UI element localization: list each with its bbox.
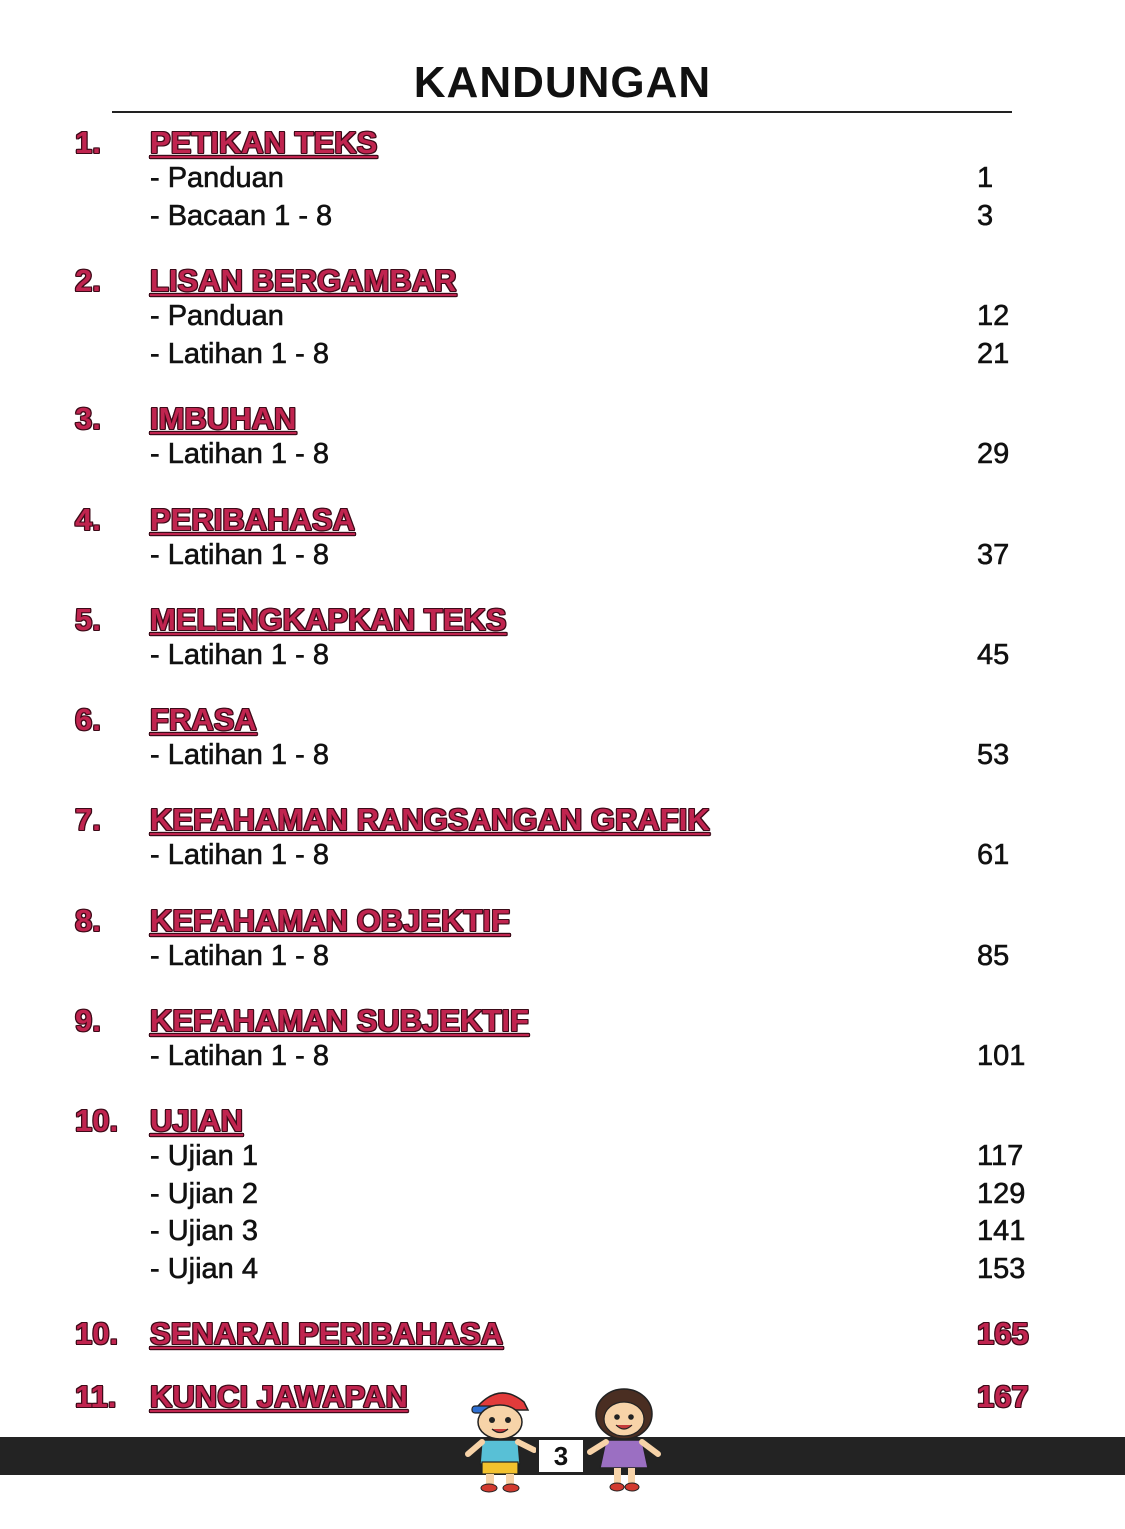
toc-entry[interactable] bbox=[0, 300, 1125, 336]
section-number: 7. bbox=[75, 802, 101, 837]
section-title-link[interactable]: KEFAHAMAN SUBJEKTIF bbox=[150, 1003, 529, 1038]
toc-entry[interactable] bbox=[0, 1215, 1125, 1251]
entry-page-number: 1 bbox=[977, 162, 994, 194]
section-heading bbox=[0, 401, 1125, 441]
section-number: 6. bbox=[75, 702, 101, 737]
section-title-link[interactable]: PERIBAHASA bbox=[150, 502, 355, 537]
section-number: 11. bbox=[75, 1379, 117, 1414]
section-heading bbox=[0, 1316, 1125, 1356]
section-title-link[interactable]: LISAN BERGAMBAR bbox=[150, 263, 457, 298]
section-number: 10. bbox=[75, 1316, 119, 1351]
entry-page-number: 153 bbox=[977, 1253, 1026, 1285]
section-heading bbox=[0, 1003, 1125, 1043]
page-number: 3 bbox=[536, 1437, 586, 1475]
section-heading bbox=[0, 602, 1125, 642]
entry-label: - Panduan bbox=[150, 162, 284, 194]
entry-page-number: 61 bbox=[977, 839, 1010, 871]
entry-page-number: 12 bbox=[977, 300, 1010, 332]
section-heading bbox=[0, 1103, 1125, 1143]
section-heading bbox=[0, 903, 1125, 943]
toc-entry[interactable] bbox=[0, 162, 1125, 198]
toc-entry[interactable] bbox=[0, 338, 1125, 374]
toc-entry[interactable] bbox=[0, 940, 1125, 976]
toc-entry[interactable] bbox=[0, 639, 1125, 675]
section-heading bbox=[0, 125, 1125, 165]
entry-page-number: 85 bbox=[977, 940, 1010, 972]
entry-label: - Latihan 1 - 8 bbox=[150, 839, 329, 871]
section-number: 3. bbox=[75, 401, 101, 436]
cartoon-boy-icon bbox=[464, 1384, 536, 1494]
section-number: 2. bbox=[75, 263, 101, 298]
cartoon-girl-icon bbox=[586, 1384, 662, 1494]
toc-entry[interactable] bbox=[0, 438, 1125, 474]
section-heading bbox=[0, 263, 1125, 303]
page-title: KANDUNGAN bbox=[413, 58, 712, 107]
entry-label: - Latihan 1 - 8 bbox=[150, 639, 329, 671]
entry-page-number: 53 bbox=[977, 739, 1010, 771]
entry-label: - Latihan 1 - 8 bbox=[150, 438, 329, 470]
entry-label: - Latihan 1 - 8 bbox=[150, 940, 329, 972]
entry-page-number: 37 bbox=[977, 539, 1010, 571]
entry-page-number: 101 bbox=[977, 1040, 1026, 1072]
section-heading bbox=[0, 802, 1125, 842]
toc-entry[interactable] bbox=[0, 1140, 1125, 1176]
section-title-link[interactable]: FRASA bbox=[150, 702, 257, 737]
entry-label: - Ujian 4 bbox=[150, 1253, 258, 1285]
section-number: 9. bbox=[75, 1003, 101, 1038]
toc-entry[interactable] bbox=[0, 739, 1125, 775]
section-number: 5. bbox=[75, 602, 101, 637]
entry-label: - Latihan 1 - 8 bbox=[150, 539, 329, 571]
section-title-link[interactable]: UJIAN bbox=[150, 1103, 244, 1138]
entry-page-number: 21 bbox=[977, 338, 1010, 370]
section-title-link[interactable]: KUNCI JAWAPAN bbox=[150, 1379, 408, 1414]
toc-entry[interactable] bbox=[0, 839, 1125, 875]
section-title-link[interactable]: IMBUHAN bbox=[150, 401, 297, 436]
section-heading bbox=[0, 502, 1125, 542]
entry-label: - Ujian 1 bbox=[150, 1140, 258, 1172]
entry-page-number: 129 bbox=[977, 1178, 1026, 1210]
section-number: 10. bbox=[75, 1103, 119, 1138]
toc-entry[interactable] bbox=[0, 1253, 1125, 1289]
section-title-link[interactable]: KEFAHAMAN OBJEKTIF bbox=[150, 903, 510, 938]
section-page-number: 165 bbox=[977, 1316, 1029, 1351]
section-title-link[interactable]: PETIKAN TEKS bbox=[150, 125, 378, 160]
entry-page-number: 117 bbox=[977, 1140, 1024, 1172]
entry-page-number: 29 bbox=[977, 438, 1010, 470]
section-heading bbox=[0, 702, 1125, 742]
toc-entry[interactable] bbox=[0, 200, 1125, 236]
section-number: 4. bbox=[75, 502, 101, 537]
section-heading bbox=[0, 1379, 1125, 1419]
entry-page-number: 3 bbox=[977, 200, 994, 232]
entry-label: - Ujian 2 bbox=[150, 1178, 258, 1210]
section-page-number: 167 bbox=[977, 1379, 1029, 1414]
entry-label: - Latihan 1 - 8 bbox=[150, 1040, 329, 1072]
entry-page-number: 45 bbox=[977, 639, 1010, 671]
entry-label: - Latihan 1 - 8 bbox=[150, 739, 329, 771]
entry-label: - Ujian 3 bbox=[150, 1215, 258, 1247]
section-number: 8. bbox=[75, 903, 101, 938]
toc-entry[interactable] bbox=[0, 539, 1125, 575]
section-title-link[interactable]: KEFAHAMAN RANGSANGAN GRAFIK bbox=[150, 802, 710, 837]
entry-page-number: 141 bbox=[977, 1215, 1026, 1247]
toc-entry[interactable] bbox=[0, 1040, 1125, 1076]
entry-label: - Panduan bbox=[150, 300, 284, 332]
entry-label: - Latihan 1 - 8 bbox=[150, 338, 329, 370]
toc-entry[interactable] bbox=[0, 1178, 1125, 1214]
section-number: 1. bbox=[75, 125, 101, 160]
section-title-link[interactable]: SENARAI PERIBAHASA bbox=[150, 1316, 504, 1351]
section-title-link[interactable]: MELENGKAPKAN TEKS bbox=[150, 602, 507, 637]
entry-label: - Bacaan 1 - 8 bbox=[150, 200, 333, 232]
